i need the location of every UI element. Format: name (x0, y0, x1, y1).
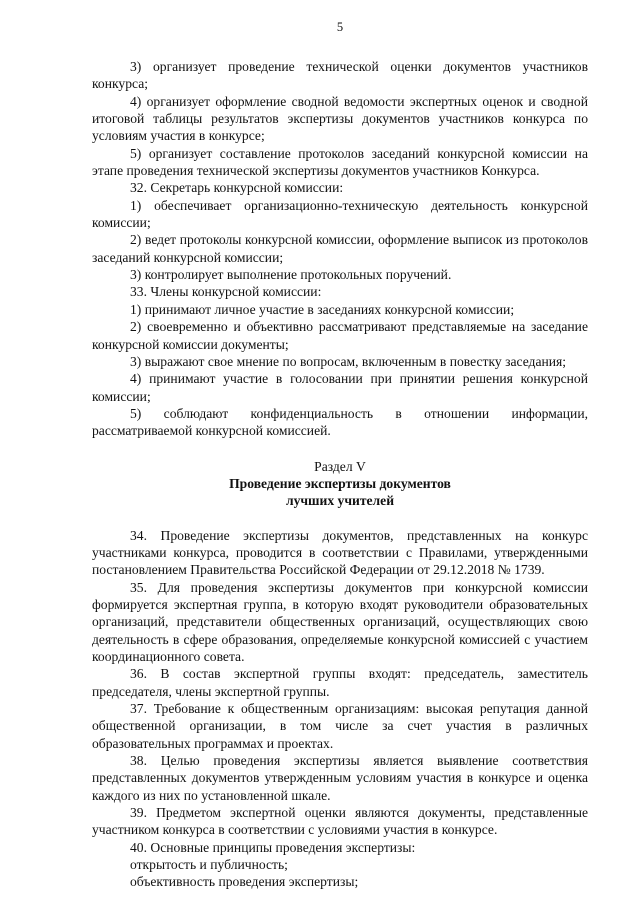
section-label: Раздел V (314, 458, 366, 474)
paragraph: 2) своевременно и объективно рассматривают представляемые на заседание конкурсной комиссии документы; (92, 319, 588, 352)
paragraph: 4) организует оформление сводной ведомости экспертных оценок и сводной итоговой таблицы результатов экспертизы документов участников конкурса по условиям участия в конкурсе; (92, 93, 588, 144)
paragraph: открытость и публичность; (130, 857, 288, 873)
paragraph: 37. Требование к общественным организациям: высокая репутация данной общественной организации, в том числе за счет участия в различных образовательных программах и проектах. (92, 701, 588, 751)
paragraph: 39. Предметом экспертной оценки являются документы, представленные участником конкурса в соответствии с условиями участия в конкурсе. (92, 805, 588, 838)
paragraph: 4) принимают участие в голосовании при принятии решения конкурсной комиссии; (92, 371, 588, 404)
paragraph: 36. В состав экспертной группы входят: председатель, заместитель председателя, члены экспертной группы. (92, 666, 588, 699)
spacer (92, 440, 588, 458)
paragraph: 5) соблюдают конфиденциальность в отношении информации, рассматриваемой конкурсной комиссией. (92, 405, 588, 439)
paragraph: 5) организует составление протоколов заседаний конкурсной комиссии на этапе проведения технической экспертизы документов участников Конкурса. (92, 145, 588, 179)
paragraph: 3) контролирует выполнение протокольных поручений. (130, 267, 452, 283)
paragraph: 1) принимают личное участие в заседаниях конкурсной комиссии; (130, 301, 515, 317)
section-title-line-1: Проведение экспертизы документов (229, 475, 451, 491)
paragraph: объективность проведения экспертизы; (130, 874, 359, 890)
paragraph: 32. Секретарь конкурсной комиссии: (130, 180, 344, 196)
spacer (92, 510, 588, 527)
paragraph: 2) ведет протоколы конкурсной комиссии, оформление выписок из протоколов заседаний конкурсной комиссии; (92, 232, 588, 265)
paragraph: 3) организует проведение технической оценки документов участников конкурса; (92, 59, 588, 92)
paragraph: 3) выражают свое мнение по вопросам, включенным в повестку заседания; (130, 353, 567, 369)
paragraph: 40. Основные принципы проведения экспертизы: (130, 839, 416, 855)
paragraph: 38. Целью проведения экспертизы является выявление соответствия представленных документов утвержденным условиям участия в конкурсе и оценка каждого из них по установленной шкале. (92, 753, 588, 803)
paragraph: 33. Члены конкурсной комиссии: (130, 284, 322, 300)
document-body (92, 58, 588, 891)
section-title-line-2: лучших учителей (285, 493, 395, 509)
paragraph: 1) обеспечивает организационно-техническую деятельность конкурсной комиссии; (92, 197, 588, 231)
paragraph: 34. Проведение экспертизы документов, представленных на конкурс участниками конкурса, проводится в соответствии с Правилами, утвержденными постановлением Правительства Российской Федерации от 29.12.2018 № 1739. (92, 527, 588, 578)
document-page (92, 0, 588, 905)
paragraph: 35. Для проведения экспертизы документов при конкурсной комиссии формируется экспертная группа, в которую входят руководители образовательных организаций, представители общественных организаций, осуществляющих свою деятельность в сфере образования, определяемые конкурсной комиссией с участием координационного совета. (92, 579, 588, 664)
page-number: 5 (336, 20, 344, 34)
